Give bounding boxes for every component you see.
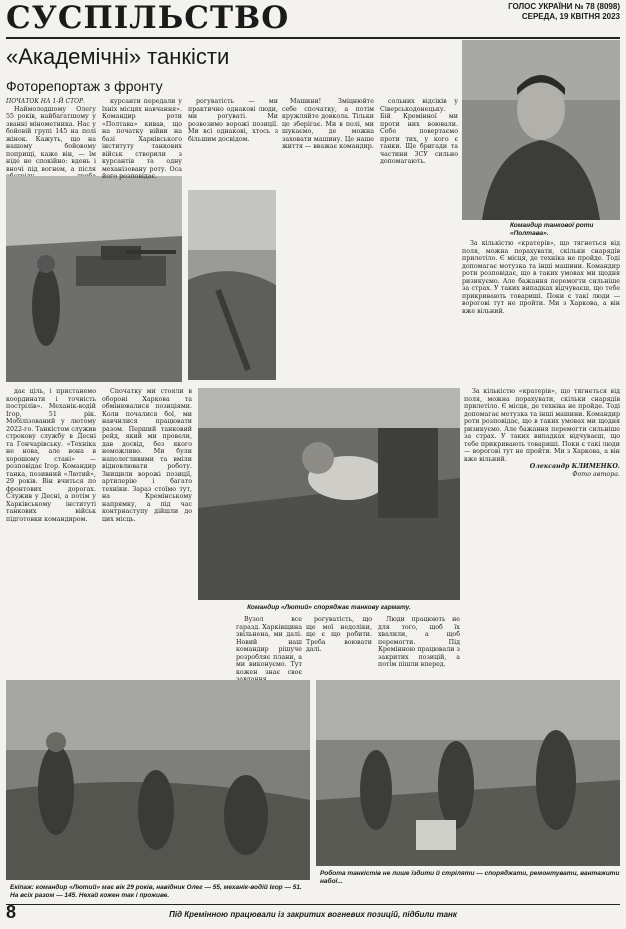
masthead-date: СЕРЕДА, 19 КВІТНЯ 2023 (521, 12, 620, 21)
col3-text: рогуватість — ми практично однакові люди, ми рогуваті. Ми розвозимо ворожі позиції. Ми всі однакові, хтось з більшим досвідом. (188, 98, 278, 143)
text-column-6-bottom (378, 616, 460, 674)
text-column-2 (102, 98, 182, 180)
photo-credit: Фото автора. (572, 470, 620, 478)
col1-mid-text: дає ціль, і пристанемо координати і точність пострілів». Механік-водій Ігор, 51 рік. Мобілізований у лютому 2022-го. Танкістом служив строкову службу в Десні та Гончарівську. «Техніка не нова, але вона в хорошому стані» — розповідає Ігор. Командир танка, позивний «Лютий», 29 років. Він вчиться по фронтових дорогах. Служив у Десні, а потім у Харківському інституті танкових військ підготовки командиром. (6, 388, 96, 523)
footer-rule (6, 904, 620, 905)
text-column-4-bottom (236, 616, 302, 674)
col7-mid-text: За кількістю «кратерів», що тягнеться від поля, можна порахувати, скільки снарядів прилетіло. Є місця, де техніка не пройде. Тоді допомагає мотузка та інші машини. Командир роти розповідає, що в таких умовах ми щодня ризикуємо. Але бажання перемогти сильніше за страх. У таких випадках відчуваєш, що тебе прикривають товариші. Поки є такі люди — ворогові тут не пройти. Ми з Харкова, а він вже вільний. (464, 388, 620, 463)
col7-text: За кількістю «кратерів», що тягнеться від поля, можна порахувати, скільки снарядів прилетіло. Є місця, де техніка не пройде. Тоді допомагає мотузка та інші машини. Командир роти розповідає, що в таких умовах ми щодня ризикуємо. Але бажання перемогти сильніше за страх. У таких випадках відчуваєш, що тебе прикривають товариші. Поки є такі люди — ворогові тут не пройти. Ми з Харкова, а він вже вільний. (462, 240, 620, 315)
photo-crew (6, 680, 310, 880)
text-column-6 (462, 240, 620, 384)
col3-mid-text: Спочатку ми стояли в обороні Харкова та обмінювалися позиціями. Коли почалися бої, ми навчилися працювати разом. Перший танковий рейд, який ми провели, дав досвід, без якого неможливо. Ми були наполегливими та вміли відновлювати роботу. Знищили ворожі позиції, артилерію і багато техніки. Зараз стоїмо тут, на Кремінському напрямку, а під час контрнаступу дійшли до цих місць. (102, 388, 192, 523)
col2-text: курсанти передали у їхніх місцях навчання». Командир роти «Полтава» кивав, що на початку війни на базі Харківського інституту танкових військ створили з курсантів та одну механізовану роту. Оса його розповідає. (102, 98, 182, 180)
masthead-issue: ГОЛОС УКРАЇНИ № 78 (8098) (508, 2, 620, 11)
start-note: ПОЧАТОК НА 1-Й СТОР. (6, 98, 85, 105)
caption-crew: Екіпаж: командир «Лютий» має вік 29 років, навідник Олег — 55, механік-водій Ігор — 51. На всіх разом — 145. Нехай кожен так і проживе. (10, 884, 302, 899)
page-number: 8 (6, 902, 17, 922)
photo-tank-field (6, 176, 182, 382)
text-column-7-mid (464, 388, 620, 620)
footer-tagline: Під Кремінною працювали із закритих вогневих позицій, підбили танк (169, 910, 457, 919)
col4-bottom-text: Вузол все гаразд. Харківщина звільнена, ми далі. Новий наш командир рішуче розробляє плани, а ми виконуємо. Тут кожен знає своє (236, 616, 302, 676)
text-column-4 (282, 98, 374, 384)
caption-work: Робота танкістів не лише їздити й стріляти — споряджати, ремонтувати, вантажити набої... (320, 870, 620, 885)
article-subtitle: Фоторепортаж з фронту (6, 78, 163, 94)
text-column-5 (380, 98, 458, 384)
text-column-2-mid (102, 388, 192, 632)
caption-gunner: Командир «Лютий» споряджає танкову гармату. (247, 604, 411, 611)
caption-commander: Командир танкової роти «Полтава». (510, 222, 594, 237)
article-title: «Академічні» танкісти (6, 44, 230, 69)
col5-text: сольних відсіків у Сіверськодонецьку. Бій Кремінної ми проти них воювали. Себе повертаємо проти тих, у кого є танки. Ще бригади та частини ЗСУ сильно допомагають. (380, 98, 458, 165)
photo-trench (188, 190, 276, 380)
col5-bottom-text: рогуватість, що ще мої недоліки, ще є що робити. Треба воювати далі. (306, 616, 372, 653)
section-title: СУСПІЛЬСТВО (6, 0, 290, 36)
author: Олександр КЛИМЕНКО. (529, 463, 620, 470)
col6-bottom-text: Люди працюють не для того, щоб їх хвалили, а щоб перемогти. Під Кремінною працювали з закритих позицій, а потім пішли вперед. (378, 616, 460, 668)
photo-gunner (198, 388, 460, 600)
header-rule (6, 37, 620, 39)
col1-text: Наймолодшому Олегу 55 років, найбагатшому у званні мінометника. Нас у бойовій групі 145 на полі жінок. Кажуть, що на нашому бойовому поприщі, каже він, — їм ніде не спокійно: вдень і вночі під вогнем, а після (6, 105, 96, 173)
col4-text: Машини! Зміцнюйте себе спочатку, а потім кружляйте довкола. Тільки це зберігає. Ми в полі, ми шукаємо, де можна заховати машину. Це наше життя — вважає командир. (282, 98, 374, 150)
text-column-1-mid (6, 388, 96, 632)
text-column-5-bottom (306, 616, 372, 674)
photo-work (316, 680, 620, 866)
text-column-3 (188, 98, 278, 184)
photo-commander (462, 40, 620, 220)
masthead (508, 2, 620, 22)
